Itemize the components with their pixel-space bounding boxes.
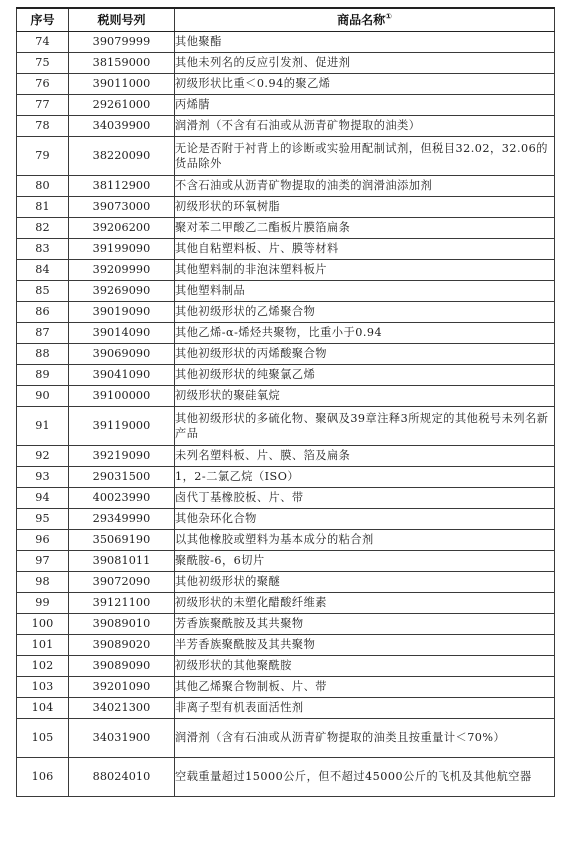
tariff-code-cell: 39269090 xyxy=(69,280,175,301)
tariff-code-cell: 88024010 xyxy=(69,757,175,796)
table-row xyxy=(17,259,555,280)
serial-number-cell: 80 xyxy=(17,175,69,196)
product-name-cell: 初级形状比重＜0.94的聚乙烯 xyxy=(175,73,555,94)
tariff-code-cell: 39219090 xyxy=(69,445,175,466)
tariff-code-cell: 39073000 xyxy=(69,196,175,217)
table-row xyxy=(17,217,555,238)
serial-number-cell: 91 xyxy=(17,406,69,445)
tariff-code-cell: 39072090 xyxy=(69,571,175,592)
tariff-code-cell: 38220090 xyxy=(69,136,175,175)
product-name-cell: 不含石油或从沥青矿物提取的油类的润滑油添加剂 xyxy=(175,175,555,196)
table-header xyxy=(17,8,555,31)
product-name-cell: 初级形状的环氧树脂 xyxy=(175,196,555,217)
product-name-cell: 非离子型有机表面活性剂 xyxy=(175,697,555,718)
tariff-code-cell: 39019090 xyxy=(69,301,175,322)
header-footnote-marker: ① xyxy=(385,12,392,22)
product-name-cell: 其他初级形状的多硫化物、聚砜及39章注释3所规定的其他税号未列名新产品 xyxy=(175,406,555,445)
tariff-table xyxy=(16,7,555,797)
table-row xyxy=(17,364,555,385)
serial-number-cell: 78 xyxy=(17,115,69,136)
tariff-code-cell: 39081011 xyxy=(69,550,175,571)
table-row xyxy=(17,571,555,592)
table-row xyxy=(17,697,555,718)
table-row xyxy=(17,445,555,466)
tariff-code-cell: 39100000 xyxy=(69,385,175,406)
tariff-code-cell: 39199090 xyxy=(69,238,175,259)
serial-number-cell: 88 xyxy=(17,343,69,364)
product-name-cell: 初级形状的聚硅氧烷 xyxy=(175,385,555,406)
tariff-code-cell: 38159000 xyxy=(69,52,175,73)
serial-number-cell: 90 xyxy=(17,385,69,406)
serial-number-cell: 104 xyxy=(17,697,69,718)
tariff-code-cell: 39209990 xyxy=(69,259,175,280)
header-serial-number: 序号 xyxy=(17,8,69,31)
serial-number-cell: 75 xyxy=(17,52,69,73)
serial-number-cell: 99 xyxy=(17,592,69,613)
table-row xyxy=(17,757,555,796)
tariff-code-cell: 39201090 xyxy=(69,676,175,697)
serial-number-cell: 76 xyxy=(17,73,69,94)
tariff-code-cell: 34021300 xyxy=(69,697,175,718)
tariff-code-cell: 39206200 xyxy=(69,217,175,238)
table-row xyxy=(17,613,555,634)
product-name-cell: 其他自粘塑料板、片、膜等材料 xyxy=(175,238,555,259)
product-name-cell: 空载重量超过15000公斤，但不超过45000公斤的飞机及其他航空器 xyxy=(175,757,555,796)
tariff-code-cell: 39069090 xyxy=(69,343,175,364)
product-name-cell: 其他塑料制的非泡沫塑料板片 xyxy=(175,259,555,280)
table-row xyxy=(17,322,555,343)
product-name-cell: 卤代丁基橡胶板、片、带 xyxy=(175,487,555,508)
product-name-cell: 芳香族聚酰胺及其共聚物 xyxy=(175,613,555,634)
header-tariff-code: 税则号列 xyxy=(69,8,175,31)
product-name-cell: 润滑剂（含有石油或从沥青矿物提取的油类且按重量计＜70%） xyxy=(175,718,555,757)
serial-number-cell: 92 xyxy=(17,445,69,466)
product-name-cell: 其他乙烯聚合物制板、片、带 xyxy=(175,676,555,697)
table-row xyxy=(17,175,555,196)
serial-number-cell: 86 xyxy=(17,301,69,322)
table-row xyxy=(17,676,555,697)
product-name-cell: 其他初级形状的乙烯聚合物 xyxy=(175,301,555,322)
table-row xyxy=(17,301,555,322)
table-row xyxy=(17,52,555,73)
serial-number-cell: 77 xyxy=(17,94,69,115)
table-row xyxy=(17,196,555,217)
serial-number-cell: 82 xyxy=(17,217,69,238)
table-body xyxy=(17,31,555,796)
product-name-cell: 其他聚酯 xyxy=(175,31,555,52)
serial-number-cell: 95 xyxy=(17,508,69,529)
serial-number-cell: 103 xyxy=(17,676,69,697)
table-row xyxy=(17,280,555,301)
tariff-code-cell: 39121100 xyxy=(69,592,175,613)
table-row xyxy=(17,73,555,94)
header-row xyxy=(17,8,555,31)
table-row xyxy=(17,385,555,406)
table-row xyxy=(17,487,555,508)
serial-number-cell: 79 xyxy=(17,136,69,175)
serial-number-cell: 105 xyxy=(17,718,69,757)
product-name-cell: 润滑剂（不含有石油或从沥青矿物提取的油类） xyxy=(175,115,555,136)
tariff-code-cell: 39041090 xyxy=(69,364,175,385)
serial-number-cell: 84 xyxy=(17,259,69,280)
table-row xyxy=(17,508,555,529)
product-name-cell: 其他塑料制品 xyxy=(175,280,555,301)
serial-number-cell: 81 xyxy=(17,196,69,217)
serial-number-cell: 87 xyxy=(17,322,69,343)
serial-number-cell: 74 xyxy=(17,31,69,52)
tariff-code-cell: 34031900 xyxy=(69,718,175,757)
table-row xyxy=(17,238,555,259)
header-product-name xyxy=(175,8,555,31)
serial-number-cell: 100 xyxy=(17,613,69,634)
product-name-cell: 初级形状的未塑化醋酸纤维素 xyxy=(175,592,555,613)
tariff-code-cell: 39014090 xyxy=(69,322,175,343)
tariff-code-cell: 40023990 xyxy=(69,487,175,508)
serial-number-cell: 94 xyxy=(17,487,69,508)
product-name-cell: 丙烯腈 xyxy=(175,94,555,115)
product-name-cell: 其他未列名的反应引发剂、促进剂 xyxy=(175,52,555,73)
serial-number-cell: 96 xyxy=(17,529,69,550)
serial-number-cell: 97 xyxy=(17,550,69,571)
serial-number-cell: 93 xyxy=(17,466,69,487)
product-name-cell: 其他杂环化合物 xyxy=(175,508,555,529)
table-row xyxy=(17,466,555,487)
product-name-cell: 聚酰胺-6，6切片 xyxy=(175,550,555,571)
tariff-code-cell: 39011000 xyxy=(69,73,175,94)
product-name-cell: 以其他橡胶或塑料为基本成分的粘合剂 xyxy=(175,529,555,550)
tariff-code-cell: 39089010 xyxy=(69,613,175,634)
table-row xyxy=(17,31,555,52)
serial-number-cell: 102 xyxy=(17,655,69,676)
serial-number-cell: 89 xyxy=(17,364,69,385)
serial-number-cell: 101 xyxy=(17,634,69,655)
table-row xyxy=(17,136,555,175)
product-name-cell: 聚对苯二甲酸乙二酯板片膜箔扁条 xyxy=(175,217,555,238)
table-row xyxy=(17,406,555,445)
tariff-code-cell: 34039900 xyxy=(69,115,175,136)
product-name-cell: 其他初级形状的纯聚氯乙烯 xyxy=(175,364,555,385)
table-row xyxy=(17,550,555,571)
table-row xyxy=(17,592,555,613)
table-row xyxy=(17,718,555,757)
tariff-code-cell: 39079999 xyxy=(69,31,175,52)
tariff-code-cell: 29031500 xyxy=(69,466,175,487)
tariff-code-cell: 39089020 xyxy=(69,634,175,655)
tariff-code-cell: 38112900 xyxy=(69,175,175,196)
serial-number-cell: 98 xyxy=(17,571,69,592)
product-name-cell: 初级形状的其他聚酰胺 xyxy=(175,655,555,676)
table-row xyxy=(17,655,555,676)
product-name-cell: 其他初级形状的丙烯酸聚合物 xyxy=(175,343,555,364)
header-product-name-label: 商品名称 xyxy=(337,13,386,28)
table-row xyxy=(17,343,555,364)
table-row xyxy=(17,634,555,655)
serial-number-cell: 106 xyxy=(17,757,69,796)
product-name-cell: 半芳香族聚酰胺及其共聚物 xyxy=(175,634,555,655)
tariff-code-cell: 39119000 xyxy=(69,406,175,445)
table-row xyxy=(17,115,555,136)
product-name-cell: 未列名塑料板、片、膜、箔及扁条 xyxy=(175,445,555,466)
tariff-code-cell: 35069190 xyxy=(69,529,175,550)
tariff-code-cell: 39089090 xyxy=(69,655,175,676)
product-name-cell: 其他乙烯-α-烯烃共聚物，比重小于0.94 xyxy=(175,322,555,343)
product-name-cell: 无论是否附于衬背上的诊断或实验用配制试剂，但税目32.02，32.06的货品除外 xyxy=(175,136,555,175)
table-row xyxy=(17,529,555,550)
product-name-cell: 1，2-二氯乙烷（ISO） xyxy=(175,466,555,487)
serial-number-cell: 85 xyxy=(17,280,69,301)
table-row xyxy=(17,94,555,115)
serial-number-cell: 83 xyxy=(17,238,69,259)
product-name-cell: 其他初级形状的聚醚 xyxy=(175,571,555,592)
tariff-code-cell: 29261000 xyxy=(69,94,175,115)
tariff-code-cell: 29349990 xyxy=(69,508,175,529)
